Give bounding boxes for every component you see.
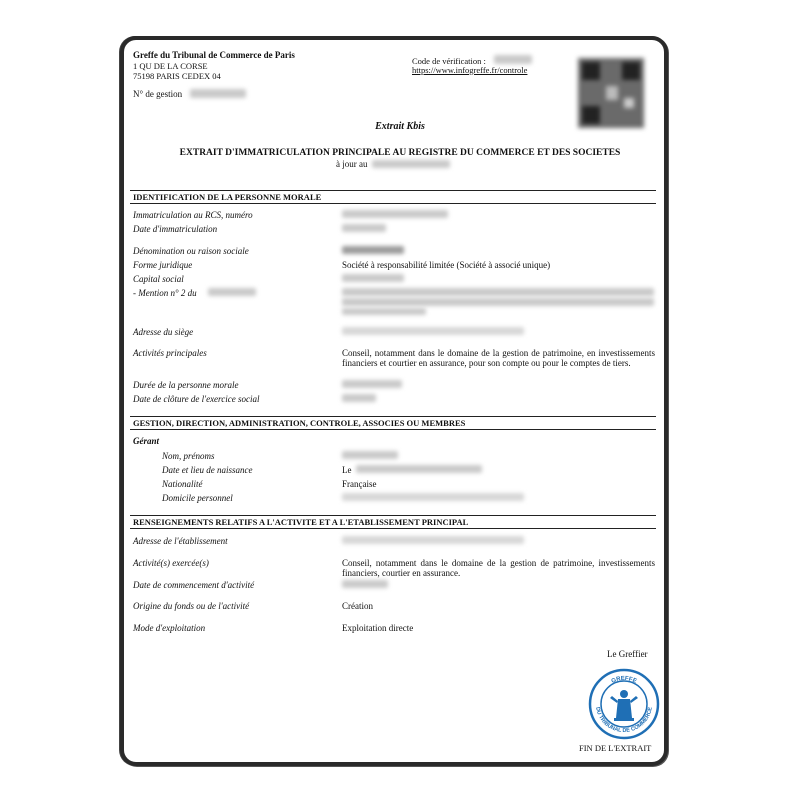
mode-label: Mode d'exploitation — [133, 623, 206, 633]
doc-name: Extrait Kbis — [375, 121, 425, 132]
denomination-redacted — [342, 246, 404, 254]
date-redacted — [372, 160, 450, 168]
activite-exercee-value: Conseil, notamment dans le domaine de la gestion de patrimoine, investissements financiers, courtier en assurance. — [342, 558, 655, 578]
siege-redacted — [342, 327, 524, 335]
greffier-label: Le Greffier — [607, 649, 648, 659]
fin-extrait: FIN DE L'EXTRAIT — [579, 743, 652, 753]
domicile-redacted — [342, 493, 524, 501]
verification-label: Code de vérification : — [412, 56, 486, 66]
rcs-value-redacted — [342, 210, 448, 218]
forme-label: Forme juridique — [133, 260, 193, 270]
denomination-label: Dénomination ou raison sociale — [133, 246, 249, 256]
forme-value: Société à responsabilité limitée (Société à associé unique) — [342, 260, 551, 270]
gestion-label: N° de gestion — [133, 89, 183, 99]
duree-label: Durée de la personne morale — [133, 380, 239, 390]
origine-label: Origine du fonds ou de l'activité — [133, 601, 250, 611]
siege-label: Adresse du siège — [133, 327, 194, 337]
section-divider — [130, 416, 656, 417]
activites-label: Activités principales — [133, 348, 207, 358]
mention-date-redacted — [208, 288, 256, 296]
gerant-role: Gérant — [133, 436, 160, 446]
svg-text:GREFFE — [611, 676, 638, 685]
mention-label: - Mention n° 2 du — [133, 288, 197, 298]
naissance-redacted — [356, 465, 482, 473]
commencement-label: Date de commencement d'activité — [133, 580, 255, 590]
domicile-label: Domicile personnel — [162, 493, 233, 503]
capital-redacted — [342, 274, 404, 282]
date-prefix: à jour au — [336, 159, 368, 169]
activites-value: Conseil, notamment dans le domaine de la gestion de patrimoine, en investissements financiers et courtier en assurance, pour son compte ou pour le comptes de tiers. — [342, 348, 655, 368]
rcs-label: Immatriculation au RCS, numéro — [133, 210, 253, 220]
duree-redacted — [342, 380, 402, 388]
date-immat-label: Date d'immatriculation — [133, 224, 218, 234]
gestion-number-redacted — [190, 89, 246, 98]
mention-text-redacted — [342, 288, 654, 296]
court-seal-stamp — [588, 668, 660, 740]
section-gestion-heading: GESTION, DIRECTION, ADMINISTRATION, CONTROLE, ASSOCIES OU MEMBRES — [133, 418, 466, 428]
commencement-redacted — [342, 580, 388, 588]
court-address-line1: 1 QU DE LA CORSE — [133, 61, 208, 71]
verification-link[interactable]: https://www.infogreffe.fr/controle — [412, 65, 528, 75]
section-identification-heading: IDENTIFICATION DE LA PERSONNE MORALE — [133, 192, 322, 202]
cloture-redacted — [342, 394, 376, 402]
qr-code — [578, 58, 644, 128]
capital-label: Capital social — [133, 274, 184, 284]
verification-code-redacted — [494, 55, 532, 64]
naissance-prefix: Le — [342, 465, 352, 475]
date-immat-redacted — [342, 224, 386, 232]
nationalite-label: Nationalité — [162, 479, 203, 489]
origine-value: Création — [342, 601, 373, 611]
stamp-top-text: GREFFE — [610, 675, 638, 685]
section-divider — [130, 515, 656, 516]
etab-adresse-label: Adresse de l'établissement — [133, 536, 228, 546]
section-divider — [130, 190, 656, 191]
stamp-bottom-text: DU TRIBUNAL DE COMMERCE — [594, 706, 654, 735]
mode-value: Exploitation directe — [342, 623, 414, 633]
section-activite-heading: RENSEIGNEMENTS RELATIFS A L'ACTIVITE ET A L'ETABLISSEMENT PRINCIPAL — [133, 517, 469, 527]
nationalite-value: Française — [342, 479, 377, 489]
etab-adresse-redacted — [342, 536, 524, 544]
mention-text-redacted — [342, 308, 426, 315]
nom-redacted — [342, 451, 398, 459]
nom-label: Nom, prénoms — [162, 451, 215, 461]
section-divider — [130, 203, 656, 204]
main-title: EXTRAIT D'IMMATRICULATION PRINCIPALE AU REGISTRE DU COMMERCE ET DES SOCIETES — [179, 148, 621, 158]
cloture-label: Date de clôture de l'exercice social — [133, 394, 260, 404]
court-address-line2: 75198 PARIS CEDEX 04 — [133, 71, 221, 81]
section-divider — [130, 429, 656, 430]
mention-text-redacted — [342, 298, 654, 306]
section-divider — [130, 528, 656, 529]
activite-exercee-label: Activité(s) exercée(s) — [133, 558, 209, 568]
court-name: Greffe du Tribunal de Commerce de Paris — [133, 50, 295, 60]
naissance-label: Date et lieu de naissance — [162, 465, 253, 475]
